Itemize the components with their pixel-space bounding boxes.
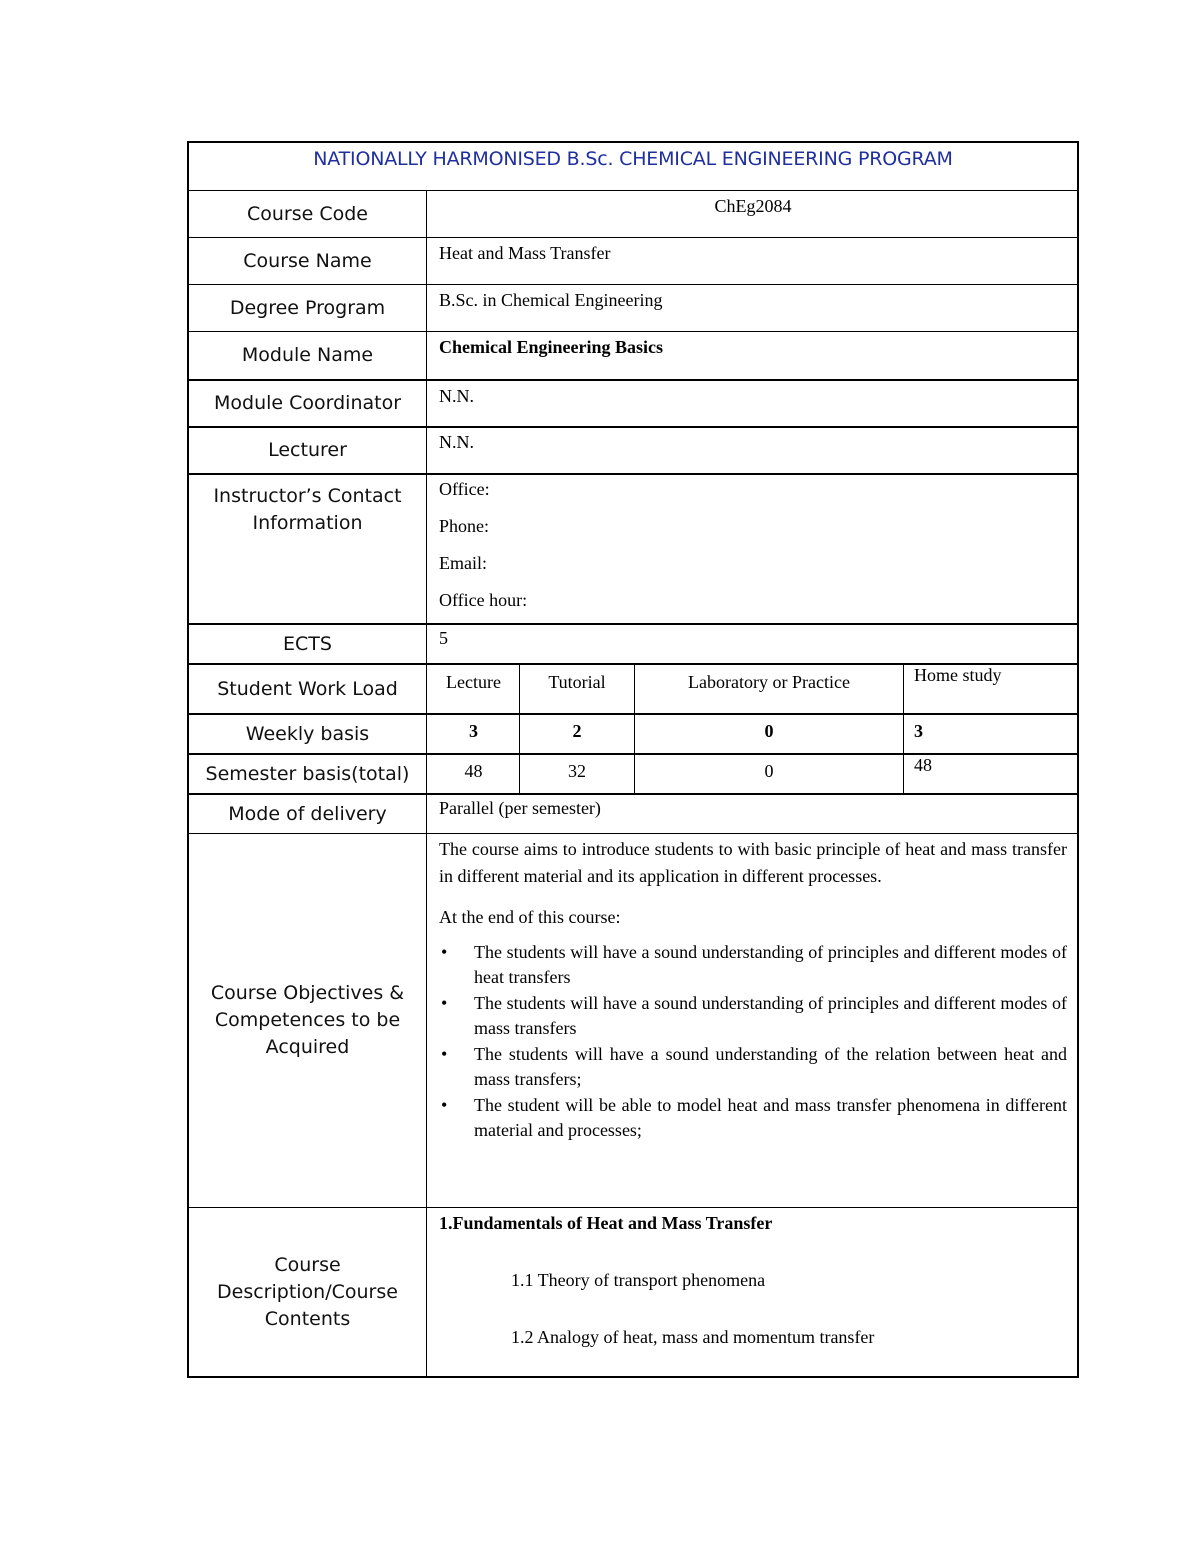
weekly-lab: 0	[635, 715, 904, 753]
objectives-row	[189, 833, 1077, 1207]
description-heading: 1.Fundamentals of Heat and Mass Transfer	[439, 1213, 773, 1233]
program-title-row	[189, 143, 1077, 190]
workload-header-home: Home study	[914, 665, 1002, 685]
contact-values	[428, 475, 1077, 623]
ects-value: 5	[439, 628, 448, 648]
semester-row	[189, 753, 1077, 793]
lecturer-value: N.N.	[439, 432, 474, 452]
contact-office-hour: Office hour:	[439, 590, 528, 610]
semester-lab: 0	[635, 755, 904, 793]
degree-program-row	[189, 284, 1077, 331]
module-coordinator-value: N.N.	[439, 386, 474, 406]
contact-email: Email:	[439, 553, 487, 573]
objectives-label: Course Objectives & Competences to be Acquired	[189, 834, 427, 1207]
delivery-row	[189, 793, 1077, 833]
semester-home: 48	[914, 755, 932, 775]
contact-office: Office:	[439, 479, 490, 499]
weekly-lecture: 3	[428, 715, 520, 753]
description-content	[428, 1208, 1077, 1376]
description-row	[189, 1207, 1077, 1376]
degree-program-label: Degree Program	[189, 285, 427, 331]
delivery-value: Parallel (per semester)	[439, 798, 601, 818]
weekly-row	[189, 713, 1077, 753]
module-coordinator-label: Module Coordinator	[189, 381, 427, 426]
workload-header-lab: Laboratory or Practice	[635, 665, 904, 713]
objective-item: • The students will have a sound understanding of principles and different modes of mass transfers	[439, 991, 1067, 1041]
weekly-label: Weekly basis	[189, 715, 427, 753]
ects-label: ECTS	[189, 625, 427, 663]
degree-program-value: B.Sc. in Chemical Engineering	[439, 290, 663, 310]
semester-lecture: 48	[428, 755, 520, 793]
workload-header-lecture: Lecture	[428, 665, 520, 713]
module-coordinator-row	[189, 379, 1077, 426]
module-name-label: Module Name	[189, 332, 427, 379]
course-name-label: Course Name	[189, 238, 427, 284]
description-item: 1.1 Theory of transport phenomena	[511, 1270, 766, 1290]
workload-header-tutorial: Tutorial	[520, 665, 635, 713]
objective-item: • The students will have a sound understanding of principles and different modes of heat transfers	[439, 940, 1067, 990]
description-label: Course Description/Course Contents	[189, 1208, 427, 1376]
contact-row	[189, 473, 1077, 623]
semester-label: Semester basis(total)	[189, 755, 427, 793]
contact-label: Instructor’s Contact Information	[189, 475, 427, 623]
course-sheet-table	[187, 141, 1079, 1378]
course-code-value: ChEg2084	[714, 196, 792, 216]
course-code-row	[189, 190, 1077, 237]
semester-tutorial: 32	[520, 755, 635, 793]
objectives-content	[428, 834, 1077, 1207]
objective-item: • The students will have a sound understanding of the relation between heat and mass transfers;	[439, 1042, 1067, 1092]
program-title: NATIONALLY HARMONISED B.Sc. CHEMICAL ENGINEERING PROGRAM	[313, 148, 953, 170]
workload-header-row	[189, 663, 1077, 713]
objectives-list	[439, 940, 1067, 1143]
objectives-intro: The course aims to introduce students to with basic principle of heat and mass transfer in different material and its application in different processes.	[439, 839, 1067, 886]
objective-item: • The student will be able to model heat and mass transfer phenomena in different material and processes;	[439, 1093, 1067, 1143]
module-name-value: Chemical Engineering Basics	[439, 337, 663, 357]
weekly-home: 3	[914, 721, 923, 741]
course-name-value: Heat and Mass Transfer	[439, 243, 611, 263]
course-code-label: Course Code	[189, 191, 427, 237]
ects-row	[189, 623, 1077, 663]
course-name-row	[189, 237, 1077, 284]
lecturer-row	[189, 426, 1077, 473]
lecturer-label: Lecturer	[189, 428, 427, 473]
objectives-end-line: At the end of this course:	[439, 907, 621, 927]
contact-phone: Phone:	[439, 516, 490, 536]
workload-label: Student Work Load	[189, 665, 427, 713]
delivery-label: Mode of delivery	[189, 795, 427, 833]
description-item: 1.2 Analogy of heat, mass and momentum transfer	[511, 1327, 875, 1347]
weekly-tutorial: 2	[520, 715, 635, 753]
module-name-row	[189, 331, 1077, 379]
